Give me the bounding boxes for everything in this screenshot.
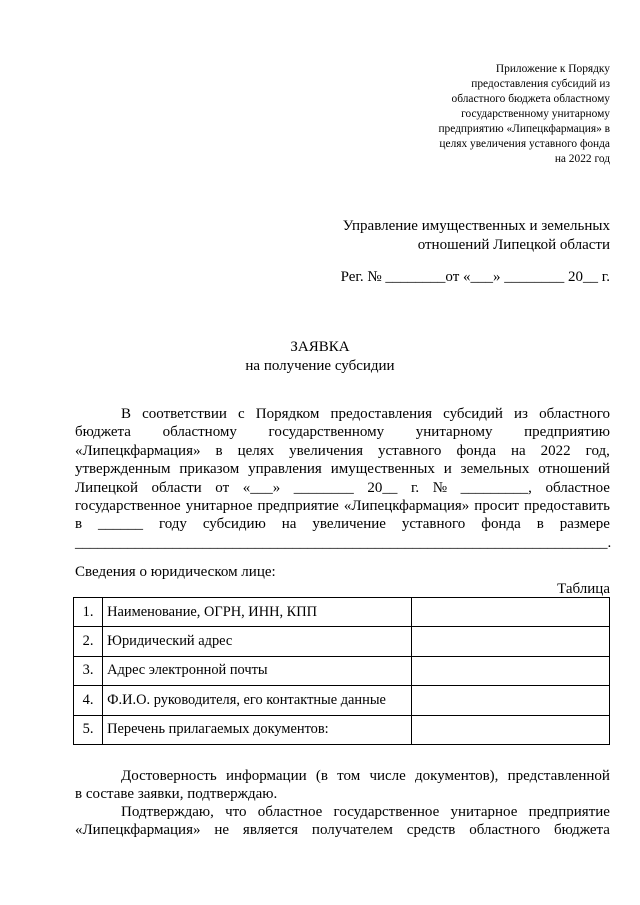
paragraph-line <box>75 803 610 821</box>
word: унитарное <box>450 804 518 820</box>
word: представленной <box>507 768 610 784</box>
word: бюджета <box>75 424 131 441</box>
word: унитарному <box>415 424 493 441</box>
table-row <box>74 598 610 627</box>
word: предприятию <box>524 424 610 441</box>
word: соответствии <box>142 406 227 422</box>
word: «Липецкфармация» <box>343 498 470 515</box>
word: от <box>215 479 230 496</box>
word: управления <box>248 461 322 478</box>
paragraph-line <box>75 479 610 497</box>
word: государственное <box>333 804 440 820</box>
row-number: 4. <box>74 686 103 715</box>
row-number: 5. <box>74 715 103 744</box>
table-row <box>74 715 610 744</box>
word: отношений <box>538 461 610 478</box>
word: на <box>281 516 297 533</box>
row-label: Юридический адрес <box>103 627 412 656</box>
word: на <box>510 442 526 459</box>
word: что <box>225 804 247 820</box>
document-title <box>0 338 640 376</box>
word: год, <box>585 442 610 459</box>
word: фонда <box>481 516 521 533</box>
word: увеличения <box>289 442 363 459</box>
addressee-line: Управление имущественных и земельных <box>342 218 610 234</box>
appendix-line: Приложение к Порядку <box>495 63 610 75</box>
word: «___» <box>242 479 281 496</box>
registration-line: Рег. № ________от «___» ________ 20__ г. <box>340 269 610 285</box>
word: не <box>214 822 230 839</box>
title-subtitle: на получение субсидии <box>245 358 395 374</box>
table-row <box>74 656 610 685</box>
word: из <box>514 406 528 422</box>
word: приказом <box>179 461 240 478</box>
word: в <box>215 442 223 459</box>
word: 2022 <box>540 442 571 459</box>
row-label: Ф.И.О. руководителя, его контактные данные <box>103 686 412 715</box>
word: областному <box>162 424 237 441</box>
word: _______________________________________________________________________. <box>75 534 612 551</box>
row-value[interactable] <box>411 686 609 715</box>
paragraph-line <box>75 767 610 785</box>
word: целях <box>237 442 275 459</box>
row-number: 1. <box>74 598 103 627</box>
row-label: Наименование, ОГРН, ИНН, КПП <box>103 598 412 627</box>
word: получателем <box>311 822 393 839</box>
legal-entity-table <box>73 597 610 745</box>
word: г. <box>410 479 420 496</box>
row-label: Перечень прилагаемых документов: <box>103 715 412 744</box>
table-row <box>74 686 610 715</box>
word: «Липецкфармация» <box>75 822 201 839</box>
appendix-note <box>360 62 610 167</box>
word: областное <box>545 479 610 496</box>
word: ______ <box>98 516 144 533</box>
word: является <box>242 822 299 839</box>
row-value[interactable] <box>411 627 609 656</box>
word: том <box>337 768 361 784</box>
legal-entity-label: Сведения о юридическом лице: <box>75 564 276 580</box>
word: _________, <box>460 479 532 496</box>
row-number: 2. <box>74 627 103 656</box>
application-paragraph <box>75 405 610 552</box>
row-value[interactable] <box>411 656 609 685</box>
word: фонда <box>456 442 496 459</box>
row-value[interactable] <box>411 598 609 627</box>
word: уставного <box>401 516 466 533</box>
appendix-line: целях увеличения уставного фонда <box>439 138 610 150</box>
paragraph-line <box>75 460 610 478</box>
word: (в <box>315 768 328 784</box>
word: в <box>75 516 83 533</box>
word: году <box>158 516 187 533</box>
word: предприятие <box>528 804 610 820</box>
word: предоставления <box>330 406 433 422</box>
paragraph-line <box>75 785 610 803</box>
appendix-line: государственному унитарному <box>461 108 610 120</box>
word: средств <box>406 822 456 839</box>
word: в <box>536 516 544 533</box>
word: информации <box>225 768 307 784</box>
word: в составе заявки, подтверждаю. <box>75 786 278 803</box>
paragraph-line <box>75 515 610 533</box>
word: и <box>443 461 452 478</box>
paragraph-line <box>75 821 610 839</box>
word: 20__ <box>367 479 398 496</box>
appendix-line: областного бюджета областному <box>451 93 610 105</box>
word: субсидию <box>202 516 266 533</box>
paragraph-line <box>75 423 610 441</box>
word: ________ <box>293 479 354 496</box>
paragraph-line <box>75 405 610 423</box>
appendix-line: предприятию «Липецкфармация» в <box>438 123 610 135</box>
word: числе <box>369 768 406 784</box>
word: В <box>121 406 132 422</box>
paragraph-line <box>75 442 610 460</box>
word: утвержденным <box>75 461 171 478</box>
word: «Липецкфармация» <box>75 442 201 459</box>
word: государственному <box>268 424 385 441</box>
word: предприятие <box>257 498 339 515</box>
confirmation-paragraph <box>75 767 610 804</box>
word: земельных <box>460 461 530 478</box>
word: увеличение <box>312 516 386 533</box>
table-row <box>74 627 610 656</box>
row-label: Адрес электронной почты <box>103 656 412 685</box>
word: с <box>238 406 245 422</box>
word: просит <box>474 498 519 515</box>
table-caption: Таблица <box>557 581 610 597</box>
word: размере <box>559 516 610 533</box>
word: бюджета <box>554 822 610 839</box>
word: имущественных <box>330 461 435 478</box>
word: областного <box>469 822 541 839</box>
word: Достоверность <box>121 768 217 784</box>
row-number: 3. <box>74 656 103 685</box>
word: области <box>151 479 202 496</box>
word: Подтверждаю, <box>121 804 214 820</box>
paragraph-line <box>75 497 610 515</box>
word: субсидий <box>443 406 503 422</box>
row-value[interactable] <box>411 715 609 744</box>
word: документов), <box>415 768 499 784</box>
addressee-line: отношений Липецкой области <box>417 237 610 253</box>
word: Липецкой <box>75 479 138 496</box>
appendix-line: предоставления субсидий из <box>471 78 610 90</box>
word: Порядком <box>255 406 320 422</box>
appendix-line: на 2022 год <box>554 153 610 165</box>
word: областного <box>539 406 610 422</box>
word: уставного <box>377 442 442 459</box>
assurance-paragraph <box>75 803 610 840</box>
title-main: ЗАЯВКА <box>290 339 350 355</box>
word: предоставить <box>523 498 610 515</box>
paragraph-line <box>75 534 610 552</box>
word: областное <box>257 804 323 820</box>
word: государственное <box>75 498 181 515</box>
word: унитарное <box>185 498 253 515</box>
word: № <box>432 479 448 496</box>
addressee-block <box>300 217 610 255</box>
